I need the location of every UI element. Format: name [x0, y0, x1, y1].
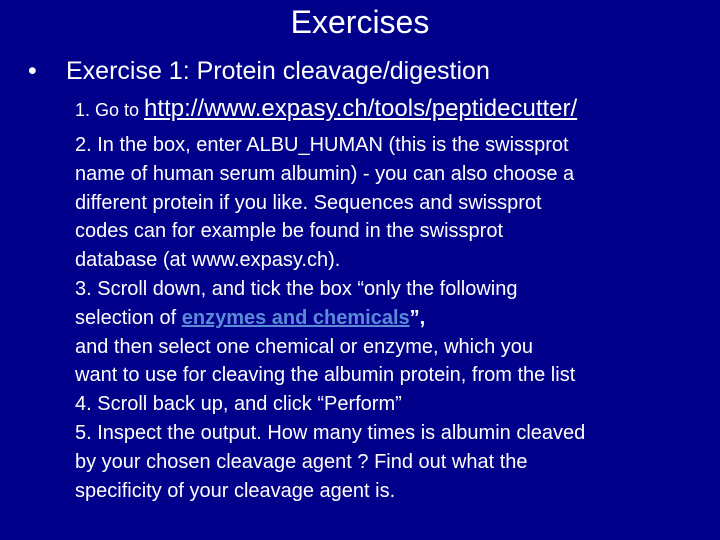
step-1	[75, 94, 577, 127]
step-3-line2-prefix: selection of	[75, 306, 182, 329]
step-3-line2-suffix: ”,	[409, 306, 426, 329]
step-5-line: specificity of your cleavage agent is.	[75, 479, 396, 502]
step-3-line	[75, 304, 715, 333]
step-2-line: name of human serum albumin) - you can also choose a	[75, 162, 575, 185]
step-5	[75, 419, 715, 505]
step-5-line: 5. Inspect the output. How many times is albumin cleaved	[75, 421, 586, 444]
step-1-prefix: 1. Go to	[75, 100, 145, 120]
slide-title: Exercises	[290, 4, 430, 40]
exercise-heading-text: Exercise 1: Protein cleavage/digestion	[66, 57, 490, 85]
exercise-heading	[28, 55, 490, 87]
step-2-line: codes can for example be found in the swissprot	[75, 220, 504, 243]
enzymes-chemicals-link[interactable]: enzymes and chemicals	[181, 306, 410, 329]
step-3-line: and then select one chemical or enzyme, which you	[75, 335, 534, 358]
peptidecutter-link[interactable]: http://www.expasy.ch/tools/peptidecutter/	[144, 95, 578, 122]
step-2-line: 2. In the box, enter ALBU_HUMAN (this is the swissprot	[75, 134, 569, 156]
step-5-line: by your chosen cleavage agent ? Find out what the	[75, 450, 528, 473]
step-4	[75, 390, 715, 419]
bullet-icon: •	[28, 57, 37, 85]
step-2-line: database (at www.expasy.ch).	[75, 249, 341, 272]
step-3-line: 3. Scroll down, and tick the box “only the following	[75, 277, 518, 300]
step-3-line: want to use for cleaving the albumin protein, from the list	[75, 364, 576, 387]
step-3	[75, 275, 715, 390]
steps-list	[75, 131, 715, 505]
step-2-line: different protein if you like. Sequences and swissprot	[75, 191, 542, 214]
step-2	[75, 131, 715, 275]
step-4-line: 4. Scroll back up, and click “Perform”	[75, 393, 402, 416]
